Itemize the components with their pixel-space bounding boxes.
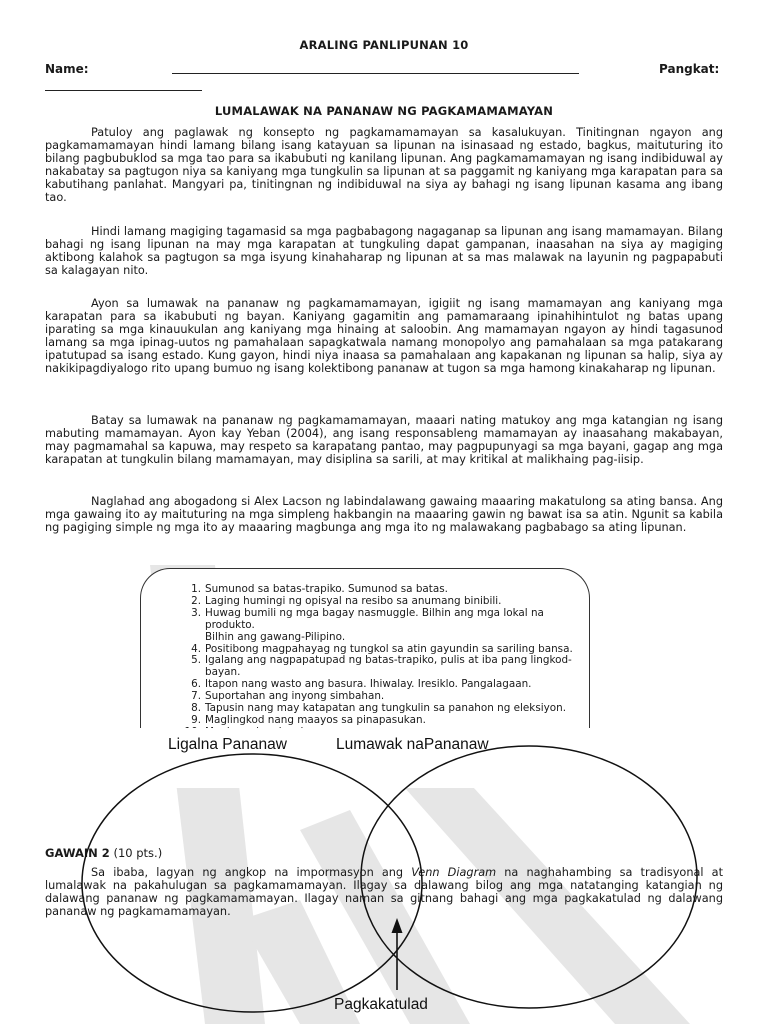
gawain2-heading bbox=[45, 846, 162, 860]
gawain2-instruction: Sa ibaba, lagyan ng angkop na impormasyon ang Venn Diagram na naghahambing sa tradisyonal at lumalawak na pakahulugan sa pagkamamamayan. Ilagay sa dalawang bilog ang mga natatanging katangian ng dalawang pananaw ng pagkamamamayan. Ilagay naman sa gitnang bahagi ang mga pagkakatulad ng dalawang pananaw ng pagkamamamayan. bbox=[45, 866, 723, 919]
venn-left-label: Ligalna Pananaw bbox=[168, 736, 287, 753]
list-item: 6. Itapon nang wasto ang basura. Ihiwalay. Iresiklo. Pangalagaan. bbox=[191, 678, 532, 691]
list-item: 8. Tapusin nang may katapatan ang tungkulin sa panahon ng eleksiyon. bbox=[191, 702, 567, 715]
list-item: 9. Maglingkod nang maayos sa pinapasukan. bbox=[191, 713, 426, 726]
paragraph-1: Patuloy ang paglawak ng konsepto ng pagkamamamayan sa kasalukuyan. Tinitingnan ngayon ang pagkamamamayan hindi lamang bilang isang katayuan sa lipunan na isinasaad ng estado, bagkus, maituturing ito bilang pagbubuklod sa mga tao para sa ikabubuti ng kanilang lipunan. Ang pagkamamamayan ng isang indibiduwal ay nakabatay sa pagtugon niya sa kaniyang mga tungkulin sa lipunan at sa paggamit ng kaniyang mga karapatan para sa kabutihang panlahat. Mangyari pa, tinitingnan ng indibiduwal na siya ay bahagi ng isang lipunan kasama ang ibang tao. bbox=[45, 126, 723, 205]
pangkat-label: Pangkat: bbox=[659, 62, 720, 76]
list-item: 3. Huwag bumili ng mga bagay nasmuggle. Bilhin ang mga lokal na produkto. Bilhin ang gawang-Pilipino. bbox=[191, 606, 544, 643]
name-blank-line[interactable] bbox=[172, 73, 579, 74]
gawain-list bbox=[183, 584, 583, 739]
paragraph-3: Ayon sa lumawak na pananaw ng pagkamamamayan, igigiit ng isang mamamayan ang kaniyang mga karapatan para sa ikabubuti ng bayan. Kaniyang gagamitin ang pamamaraang ipinahihintulot ng batas upang iparating sa mga kinauukulan ang kaniyang mga hinaing at saloobin. Ang mamamayan ngayon ay hindi tagasunod lamang sa mga ipinag-uutos ng pamahalaan sapagkatwala namang monopolyo ang pamahalaan sa mga patakarang ipatutupad sa isang estado. Kung gayon, hindi niya inaasa sa pamahalaan ang kapakanan ng lipunan sa halip, siya ay nakikipagdiyalogo rito upang bumuo ng isang kolektibong pananaw at tugon sa mga hamong kinakaharap ng lipunan. bbox=[45, 297, 723, 376]
gawain2-title: GAWAIN 2 bbox=[45, 846, 110, 860]
paragraph-5: Naglahad ang abogadong si Alex Lacson ng labindalawang gawaing maaaring makatulong sa ating bansa. Ang mga gawaing ito ay maituturing na mga simpleng hakbangin na maaaring gawin ng bawat isa sa atin. Ngunit sa kabila ng pagiging simple ng mga ito ay maaaring magbunga ang mga ito ng malawakang pagbabago sa ating lipunan. bbox=[45, 495, 723, 535]
paragraph-2: Hindi lamang magiging tagamasid sa mga pagbabagong nagaganap sa lipunan ang isang mamamayan. Bilang bahagi ng isang lipunan na may mga karapatan at tungkuling dapat gampanan, inaasahan na siya ay magiging aktibong kalahok sa pagtugon sa mga isyung kinahaharap ng lipunan at sa mas malawak na layunin ng pagpapabuti sa kalagayan nito. bbox=[45, 225, 723, 278]
name-label: Name: bbox=[45, 62, 89, 76]
list-item: 7. Suportahan ang inyong simbahan. bbox=[191, 690, 385, 703]
course-title: ARALING PANLIPUNAN 10 bbox=[299, 38, 469, 52]
pangkat-blank-line[interactable] bbox=[45, 90, 202, 91]
list-item: 1. Sumunod sa batas-trapiko. Sumunod sa batas. bbox=[191, 583, 448, 595]
lesson-title: LUMALAWAK NA PANANAW NG PAGKAMAMAMAYAN bbox=[214, 104, 554, 118]
gawain2-points: (10 pts.) bbox=[113, 846, 163, 860]
venn-bottom-label: Pagkakatulad bbox=[334, 996, 428, 1013]
venn-diagram-term: Venn Diagram bbox=[411, 866, 497, 879]
venn-right-label: Lumawak naPananaw bbox=[336, 736, 489, 753]
list-item: 5. Igalang ang nagpapatupad ng batas-trapiko, pulis at iba pang lingkod- bayan. bbox=[191, 654, 572, 679]
paragraph-4: Batay sa lumawak na pananaw ng pagkamamamayan, maaari nating matukoy ang mga katangian ng isang mabuting mamamayan. Ayon kay Yeban (2004), ang isang responsableng mamamayan ay inaasahang makabayan, may pagmamahal sa kapuwa, may respeto sa karapatang pantao, may pagpupunyagi sa mga bayani, gagap ang mga karapatan at tungkulin bilang mamamayan, may disiplina sa sarili, at may kritikal at malikhaing pag-iisip. bbox=[45, 414, 723, 467]
list-item: 2. Laging humingi ng opisyal na resibo sa anumang binibili. bbox=[191, 594, 502, 607]
list-item: 4. Positibong magpahayag ng tungkol sa atin gayundin sa sariling bansa. bbox=[191, 642, 573, 655]
